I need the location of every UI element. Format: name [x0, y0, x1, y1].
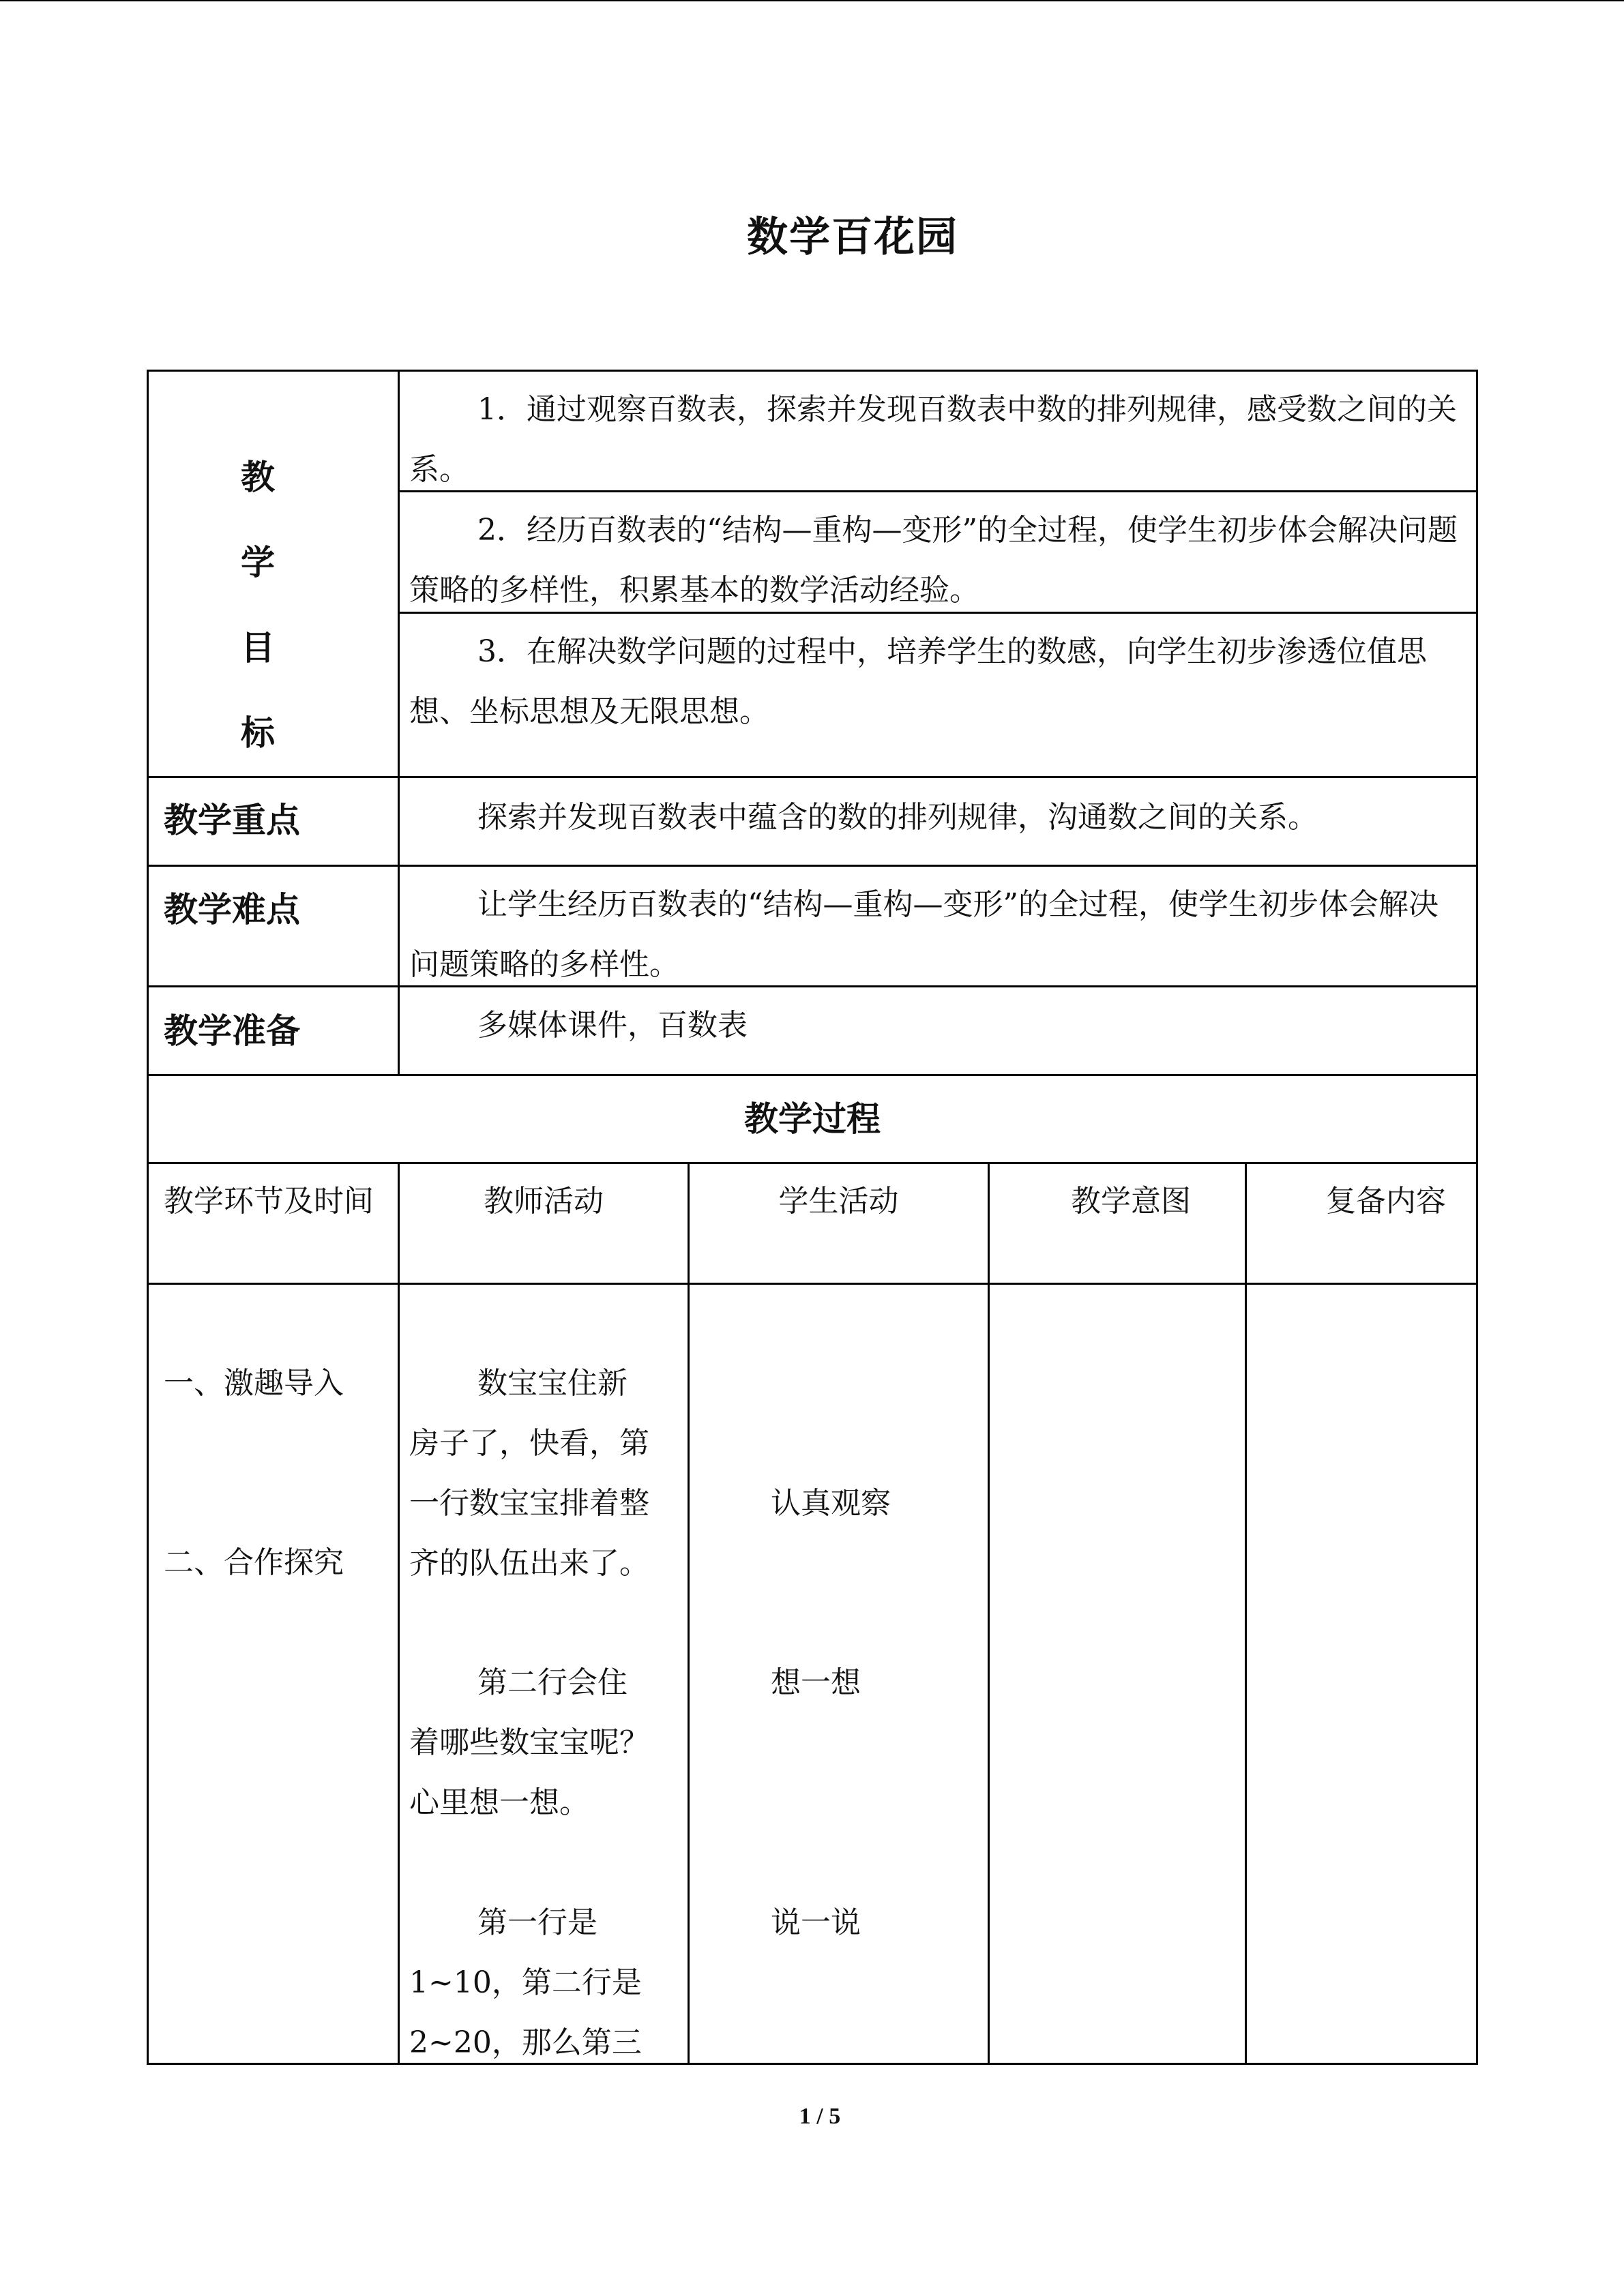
- objectives-label-char: 教: [241, 458, 275, 497]
- column-header-teacher: 教师活动: [484, 1184, 604, 1219]
- column-header-review: 复备内容: [1326, 1184, 1446, 1219]
- preparation-text: 多媒体课件，百数表: [477, 1008, 748, 1043]
- column-header-intent: 教学意图: [1071, 1184, 1191, 1219]
- document-title: 数学百花园: [747, 213, 958, 261]
- student-activity: 说一说: [771, 1905, 861, 1940]
- objectives-label-char: 标: [241, 713, 275, 753]
- process-heading: 教学过程: [744, 1099, 881, 1139]
- column-header-student: 学生活动: [778, 1184, 899, 1219]
- difficulties-label: 教学难点: [164, 890, 300, 929]
- student-activity: 想一想: [771, 1665, 861, 1700]
- objective-item: 3．在解决数学问题的过程中，培养学生的数感，向学生初步渗透位值思想、坐标思想及无限思想。: [409, 634, 1427, 729]
- key-points-label: 教学重点: [164, 801, 300, 840]
- teacher-paragraph: 第一行是1~10，第二行是2~20，那么第三: [409, 1905, 642, 2060]
- objective-item: 2．经历百数表的“结构—重构—变形”的全过程，使学生初步体会解决问题策略的多样性，积累基本的数学活动经验。: [409, 513, 1458, 608]
- top-border-line: [0, 0, 1624, 1]
- objectives-label-char: 目: [241, 628, 275, 668]
- column-header-stage: 教学环节及时间: [164, 1184, 374, 1219]
- student-activity: 认真观察: [771, 1486, 891, 1521]
- preparation-label: 教学准备: [164, 1011, 300, 1051]
- stage-item: 一、激趣导入: [164, 1366, 344, 1401]
- stage-item: 二、合作探究: [164, 1545, 344, 1580]
- teacher-paragraph: 数宝宝住新房子了，快看，第一行数宝宝排着整齐的队伍出来了。: [409, 1366, 649, 1581]
- difficulties-text: 让学生经历百数表的“结构—重构—变形”的全过程，使学生初步体会解决问题策略的多样性。: [409, 887, 1438, 982]
- teacher-paragraph: 第二行会住着哪些数宝宝呢？心里想一想。: [409, 1665, 649, 1820]
- objective-item: 1．通过观察百数表，探索并发现百数表中数的排列规律，感受数之间的关系。: [409, 392, 1457, 487]
- page-number: 1 / 5: [799, 2104, 841, 2129]
- objectives-label-char: 学: [241, 543, 275, 582]
- key-points-text: 探索并发现百数表中蕴含的数的排列规律，沟通数之间的关系。: [477, 800, 1318, 835]
